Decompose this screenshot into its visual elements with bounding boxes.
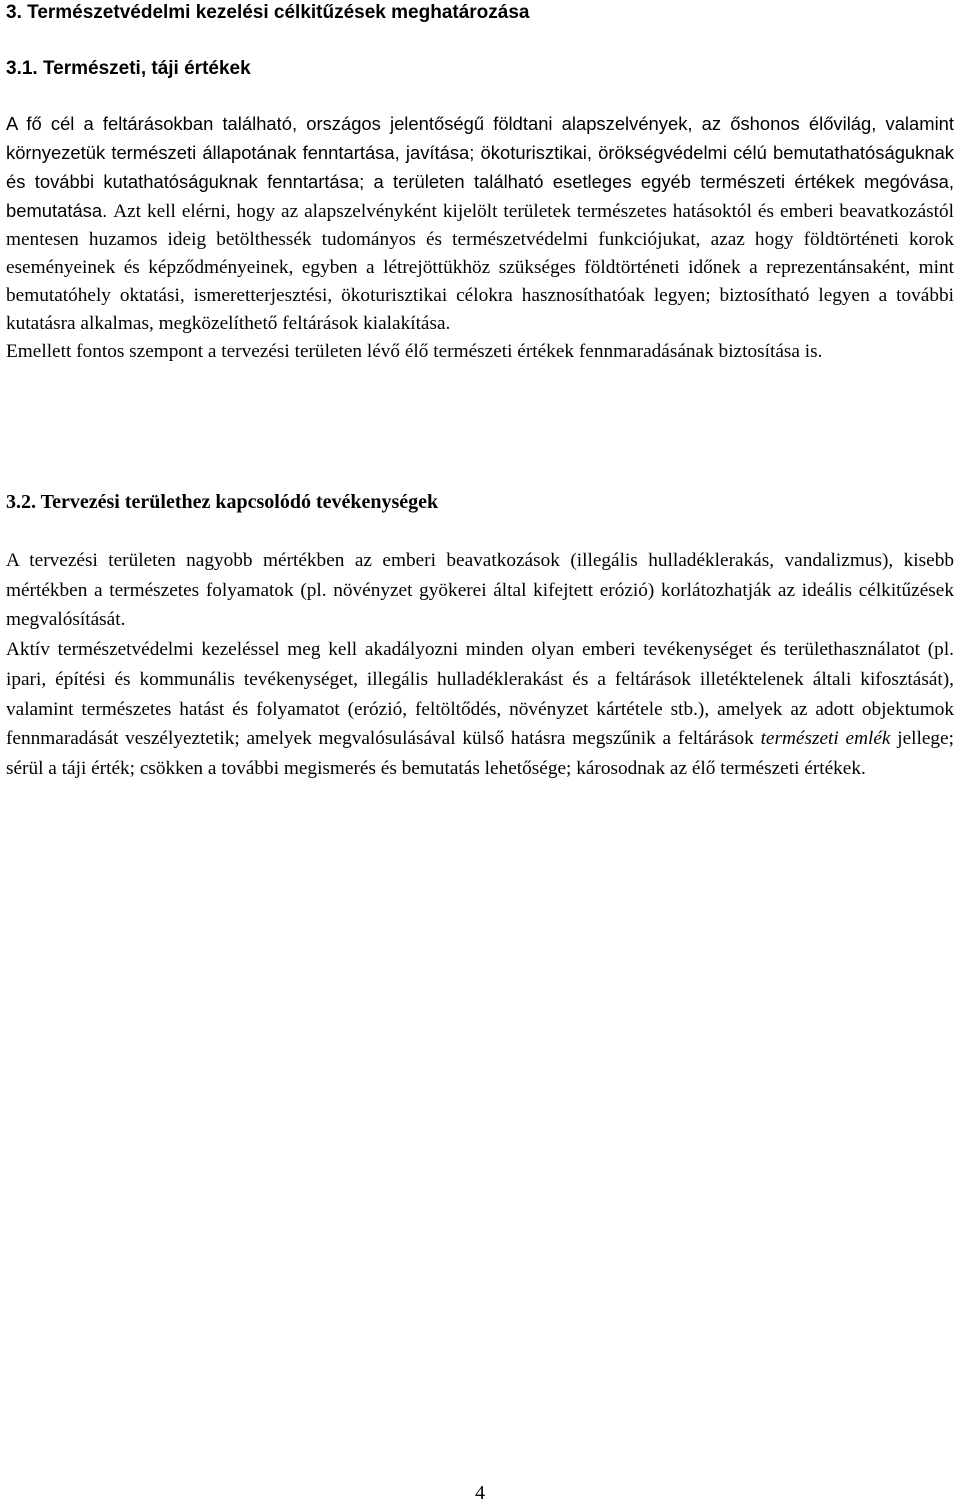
page-number: 4 [475,1482,485,1504]
section-heading: 3. Természetvédelmi kezelési célkitűzések meghatározása [6,2,530,23]
paragraph-main-goal-serif: Azt kell elérni, hogy az alapszelvényként kijelölt területek természetes hatásoktól és emberi beavatkozástól mentesen huzamos ideig betölthessék tudományos és természetvédelmi funkciójukat, azaz hogy földtörténeti korok eseményeinek és képződményeinek, egyben a létrejöttükhöz szükséges földtörténeti időnek a reprezentánsaként, mint bemutatóhely oktatási, ismeretterjesztési, ökoturisztikai célokra hasznosíthatóak legyen; biztosítható legyen a további kutatásra alkalmas, megközelíthető feltárások kialakítása. [6,201,954,334]
paragraph-active-management-text: Aktív természetvédelmi kezeléssel meg kell akadályozni minden olyan emberi tevékenységet és területhasználatot (pl. ipari, építési és kommunális tevékenységet, illegális hulladéklerakást és a feltárások illetéktelenek általi kifosztását), valamint természetes hatást és folyamatot (erózió, feltöltődés, növényzet kártétele stb.), amelyek az adott objektumok fennmaradását veszélyeztetik; amelyek megvalósulásával külső hatásra megszűnik a feltárások [6,639,954,750]
section-3-2-body [6,546,954,784]
paragraph-active-management-italic: természeti emlék [760,728,891,750]
paragraph-main-goal-sans: A fő cél a feltárásokban található, országos jelentőségű földtani alapszelvények, az őshonos élővilág, valamint környezetük természeti állapotának fenntartása, javítása; ökoturisztikai, örökségvédelmi célú bemutathatóságuknak és további kutathatóságuknak fenntartása; a területen található esetleges egyéb természeti értékek megóvása, bemutatása. [6,113,954,221]
subsection-heading-3-1: 3.1. Természeti, táji értékek [6,58,251,79]
paragraph-threats: A tervezési területen nagyobb mértékben az emberi beavatkozások (illegális hulladéklerakás, vandalizmus), kisebb mértékben a természetes folyamatok (pl. növényzet gyökerei által kifejtett erózió) korlátozhatják az ideális célkitűzések megvalósítását. [6,550,954,631]
subsection-heading-3-2: 3.2. Tervezési területhez kapcsolódó tevékenységek [6,491,439,513]
paragraph-active-management [6,635,954,784]
paragraph-main-goal [6,110,954,366]
paragraph-additional-aspect: Emellett fontos szempont a tervezési területen lévő élő természeti értékek fennmaradásának biztosítása is. [6,341,823,362]
paragraph-active-management-text-end: jellege; sérül a táji érték; csökken a további megismerés és bemutatás lehetősége; károsodnak az élő természeti értékek. [6,728,954,779]
